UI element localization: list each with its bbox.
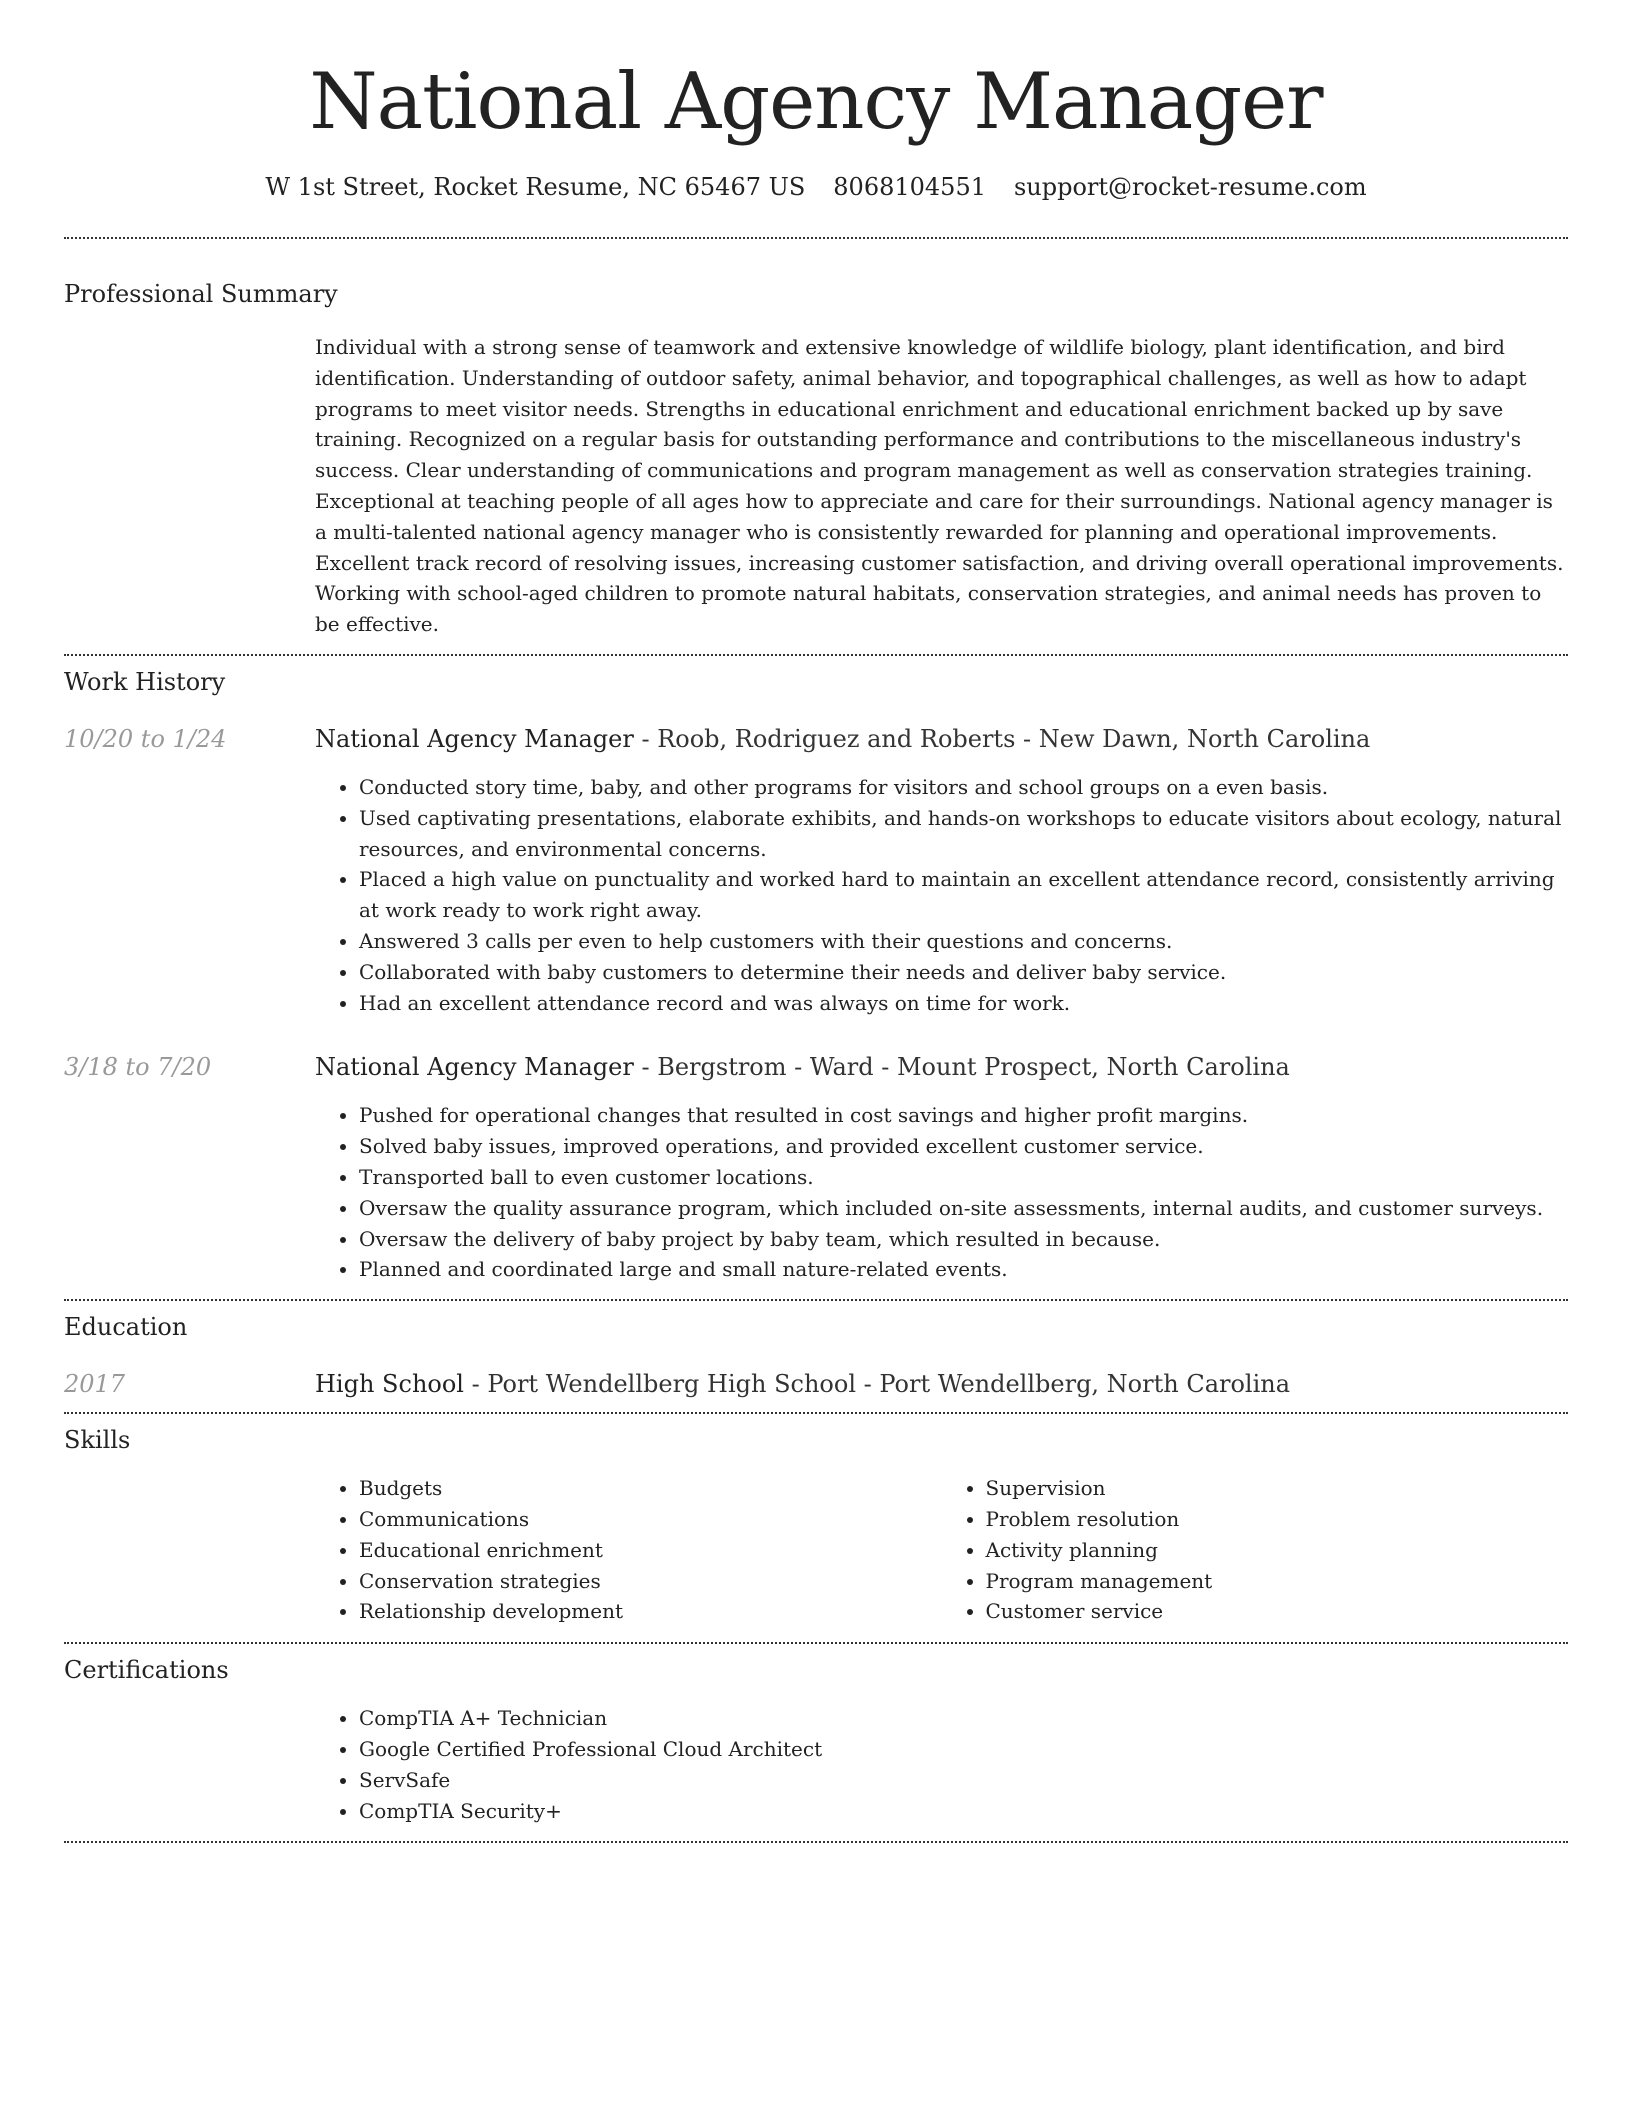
education-entry xyxy=(64,1369,1568,1399)
job-title xyxy=(315,1052,1568,1082)
list-item: • Educational enrichment xyxy=(359,1535,942,1566)
list-item: • Pushed for operational changes that resulted in cost savings and higher profit margins. xyxy=(359,1100,1568,1131)
phone: 8068104551 xyxy=(833,173,986,201)
list-item: • Answered 3 calls per even to help customers with their questions and concerns. xyxy=(359,926,1568,957)
list-item: • Activity planning xyxy=(986,1535,1569,1566)
education-school: - Port Wendellberg High School - Port Wendellberg, North Carolina xyxy=(463,1370,1291,1399)
job-dates: 3/18 to 7/20 xyxy=(64,1053,212,1082)
list-item: • CompTIA A+ Technician xyxy=(359,1703,1568,1734)
skills-list-left xyxy=(315,1473,942,1627)
job-dates: 10/20 to 1/24 xyxy=(64,724,227,753)
education-title xyxy=(315,1369,1568,1399)
address: W 1st Street, Rocket Resume, NC 65467 US xyxy=(265,173,806,201)
divider xyxy=(64,1299,1568,1301)
job-employer: - Roob, Rodriguez and Roberts - New Dawn, North Carolina xyxy=(633,724,1371,753)
divider xyxy=(64,1412,1568,1414)
list-item: • Relationship development xyxy=(359,1596,942,1627)
list-item: • Problem resolution xyxy=(986,1504,1569,1535)
list-item: • Budgets xyxy=(359,1473,942,1504)
list-item: • Collaborated with baby customers to determine their needs and deliver baby service. xyxy=(359,957,1568,988)
section-title-work-history: Work History xyxy=(64,667,226,696)
job-entry xyxy=(64,724,1568,1018)
divider xyxy=(64,237,1568,239)
list-item: • Planned and coordinated large and small nature-related events. xyxy=(359,1254,1568,1285)
job-bullets xyxy=(315,1100,1568,1285)
job-role: National Agency Manager xyxy=(315,1053,634,1082)
job-title xyxy=(315,724,1568,754)
section-title-skills: Skills xyxy=(64,1426,131,1455)
list-item: • Conducted story time, baby, and other programs for visitors and school groups on a even basis. xyxy=(359,772,1568,803)
job-entry xyxy=(64,1052,1568,1285)
section-title-certifications: Certifications xyxy=(64,1656,229,1685)
list-item: • Oversaw the delivery of baby project by baby team, which resulted in because. xyxy=(359,1224,1568,1255)
list-item: • Customer service xyxy=(986,1596,1569,1627)
list-item: • Transported ball to even customer locations. xyxy=(359,1162,1568,1193)
list-item: • Google Certified Professional Cloud Architect xyxy=(359,1734,1568,1765)
section-title-education: Education xyxy=(64,1313,188,1342)
resume-page xyxy=(64,0,1568,1843)
list-item: • Used captivating presentations, elaborate exhibits, and hands-on workshops to educate visitors about ecology, natural resources, and environmental concerns. xyxy=(359,803,1568,865)
list-item: • Solved baby issues, improved operations, and provided excellent customer service. xyxy=(359,1131,1568,1162)
list-item: • Program management xyxy=(986,1566,1569,1597)
list-item: • Placed a high value on punctuality and worked hard to maintain an excellent attendance record, consistently arriving at work ready to work right away. xyxy=(359,864,1568,926)
job-employer: - Bergstrom - Ward - Mount Prospect, North Carolina xyxy=(633,1053,1290,1082)
education-year: 2017 xyxy=(64,1370,126,1399)
skills-grid xyxy=(315,1473,1568,1627)
summary-text: Individual with a strong sense of teamwork and extensive knowledge of wildlife biology, plant identification, and bird identification. Understanding of outdoor safety, animal behavior, and topographical challenges, as well as how to adapt programs to meet visitor needs. Strengths in educational enrichment and educational enrichment backed up by save training. Recognized on a regular basis for outstanding performance and contributions to the miscellaneous industry's success. Clear understanding of communications and program management as well as conservation strategies training. Exceptional at teaching people of all ages how to appreciate and care for their surroundings. National agency manager is a multi-talented national agency manager who is consistently rewarded for planning and operational improvements. Excellent track record of resolving issues, increasing customer satisfaction, and driving overall operational improvements. Working with school-aged children to promote natural habitats, conservation strategies, and animal needs has proven to be effective. xyxy=(315,335,1564,637)
list-item: • Conservation strategies xyxy=(359,1566,942,1597)
candidate-name: National Agency Manager xyxy=(309,57,1323,147)
contact-line xyxy=(64,172,1568,202)
job-bullets xyxy=(315,772,1568,1018)
list-item: • Oversaw the quality assurance program, which included on-site assessments, internal audits, and customer surveys. xyxy=(359,1193,1568,1224)
skills-list-right xyxy=(942,1473,1569,1627)
divider xyxy=(64,654,1568,656)
education-degree: High School xyxy=(315,1370,464,1399)
section-title-summary: Professional Summary xyxy=(64,280,338,308)
job-role: National Agency Manager xyxy=(315,724,634,753)
list-item: • Supervision xyxy=(986,1473,1569,1504)
divider xyxy=(64,1642,1568,1644)
list-item: • ServSafe xyxy=(359,1765,1568,1796)
divider xyxy=(64,1841,1568,1843)
list-item: • CompTIA Security+ xyxy=(359,1796,1568,1827)
list-item: • Communications xyxy=(359,1504,942,1535)
list-item: • Had an excellent attendance record and was always on time for work. xyxy=(359,988,1568,1019)
certifications-list xyxy=(315,1703,1568,1826)
email: support@rocket-resume.com xyxy=(1013,173,1367,201)
